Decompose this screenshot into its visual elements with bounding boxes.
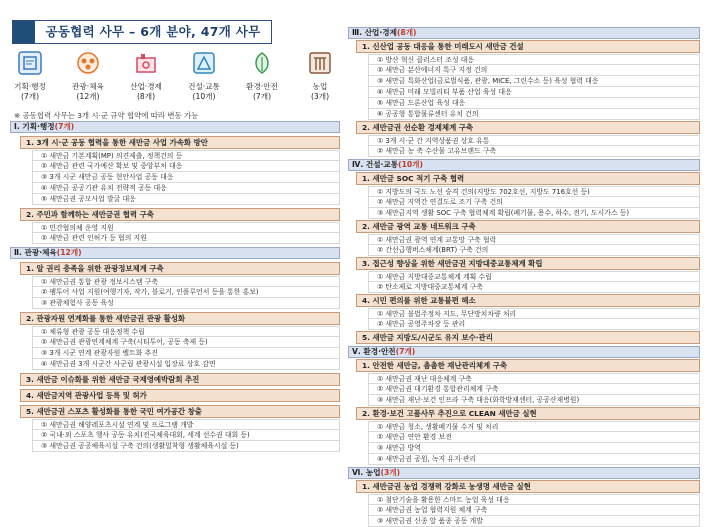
list-item: ⑥ 공공형 통합물류센터 유치 건의 (368, 109, 700, 120)
list-item: ③ 새만금 재난·보건 인프라 구축 대응(화학방재센터, 공공산재병원) (368, 395, 700, 406)
list-item: ② 간선급행버스체계(BRT) 구축 건의 (368, 245, 700, 256)
list-item: ④ 새만금권 3개 시군간 사군립 관광시설 입장료 상호 감면 (32, 359, 340, 370)
agriculture-icon (307, 50, 333, 76)
category-agriculture (292, 50, 348, 102)
list-item: ③ 새만금권 공공체육시설 구축 건의(생활밀착형 생활체육시설 등) (32, 441, 340, 452)
subsection-title: 4. 새만금지역 관광사업 등록 및 허가 (20, 389, 340, 402)
list-item: ③ 새만금지역 생활 SOC 구축 협력체계 확립(폐기물, 용수, 하수, 전기, 도시가스 등) (368, 208, 700, 219)
category-name: 환경·안전 (246, 82, 278, 91)
category-construction (176, 50, 232, 102)
subsection-title: 3. 새만금 이슈화를 위한 새만금 국제영예박람회 추진 (20, 373, 340, 386)
list-item: ① 새만금 불법주정차 지도, 무단방치차량 처리 (368, 308, 700, 319)
category-icons (0, 50, 345, 108)
subsection-title: 1. 새만금 SOC 적기 구축 협력 (356, 172, 700, 185)
category-name: 관광·체육 (72, 82, 104, 91)
list-item: ② 새만금 농 축 수산물 고유브랜드 구축 (368, 146, 700, 157)
list-item: ① 새만금 지방대중교통체계 계획 수립 (368, 271, 700, 282)
list-item: ① 3개 시·군 간 지역상품권 상호 유통 (368, 135, 700, 146)
environment-icon (249, 50, 275, 76)
list-item: ② 새만금권 대기환경 통합관리체계 구축 (368, 384, 700, 395)
list-item: ② 팸투어 사업 지원(여행기자, 작가, 블로거, 인플루언서 등을 통한 홍보) (32, 287, 340, 298)
section-header: Ⅳ. 건설·교통(10개) (348, 159, 700, 171)
list-item: ② 새만금 지역간 연결도로 조기 구축 건의 (368, 197, 700, 208)
list-item: ② 새만금권 관광연계체계 구축(시티투어, 공동 축제 등) (32, 337, 340, 348)
subsection-title: 4. 시민 편의를 위한 교통불편 해소 (356, 294, 700, 307)
list-item: ③ 관광체험사 공동 육성 (32, 298, 340, 309)
list-item: ② 새만금 분산에너지 특구 지정 건의 (368, 65, 700, 76)
list-item: ① 새만금권 재난 대응체계 구축 (368, 373, 700, 384)
planning-icon (17, 50, 43, 76)
list-item: ② 새만금 공영주차장 등 관리 (368, 319, 700, 330)
category-count: (3개) (310, 92, 330, 101)
list-item: ② 새만금권 농업 협력지원 체계 구축 (368, 505, 700, 516)
section-header: Ⅴ. 환경·안전(7개) (348, 346, 700, 358)
category-industry (118, 50, 174, 102)
category-name: 산업·경제 (130, 82, 162, 91)
subsection-title: 2. 주민과 함께하는 새만금권 협력 구축 (20, 208, 340, 221)
section-header: Ⅰ. 기획·행정(7개) (10, 121, 340, 133)
list-item: ① 첨단기술을 활용한 스마트 농업 육성 대응 (368, 494, 700, 505)
subsection-title: 1. 새만금권 농업 경쟁력 강화로 농생명 새만금 실현 (356, 480, 700, 493)
list-item: ③ 3개 시군 새만금 공동 현안사업 공동 대응 (32, 172, 340, 183)
list-item: ① 새만금권 광역 연계 교통망 구축 협력 (368, 234, 700, 245)
list-item: ② 국내·외 스포츠 행사 공동 유치(전국체육대회, 세계 선수권 대회 등) (32, 430, 340, 441)
category-name: 농업 (312, 82, 328, 91)
list-item: ⑤ 새만금권 공모사업 발굴 대응 (32, 194, 340, 205)
list-item: ③ 새만금 방역 (368, 443, 700, 454)
subsection-title: 2. 환경·보건 고품사무 추진으로 CLEAN 새만금 실현 (356, 407, 700, 420)
tourism-icon (75, 50, 101, 76)
category-name: 건설·교통 (188, 82, 220, 91)
category-count: (12개) (76, 92, 100, 101)
subsection-title: 1. 신산업 공동 대응을 통한 미래도시 새만금 건설 (356, 40, 700, 53)
category-count: (8개) (136, 92, 156, 101)
list-item: ② 새만금 관련 국가예산 확보 및 중앙부처 대응 (32, 161, 340, 172)
list-item: ① 방산 혁신 클러스터 조성 대응 (368, 54, 700, 65)
list-item: ② 새만금 연안 환경 보전 (368, 432, 700, 443)
list-item: ③ 새만금 특화산업(금로벌식품, 관광, MICE, 그린수소 등) 육성 협력 대응 (368, 76, 700, 87)
category-environment (234, 50, 290, 102)
list-item: ① 체류형 관광 공동 대응정책 수립 (32, 326, 340, 337)
list-item: ④ 새만금 미래 모빌리티 부품 산업 육성 대응 (368, 87, 700, 98)
subsection-title: 2. 관광자원 연계화를 통한 새만금권 관광 활성화 (20, 312, 340, 325)
title-box (12, 20, 272, 44)
subsection-title: 2. 새만금 광역 교통 네트워크 구축 (356, 220, 700, 233)
list-item: ④ 새만금 공공기관 유치 전략적 공동 대응 (32, 183, 340, 194)
category-count: (7개) (20, 92, 40, 101)
list-item: ② 새만금 관련 인허가 등 협의 지원 (32, 233, 340, 244)
subsection-title: 2. 새만금권 선순환 경제체계 구축 (356, 121, 700, 134)
list-item: ① 새만금권 해양레포츠시설 연계 및 프로그램 개발 (32, 419, 340, 430)
subsection-title: 3. 접근성 향상을 위한 새만금권 지방대중교통체계 확립 (356, 257, 700, 270)
subsection-title: 5. 새만금 지방도/시군도 유지 보수·관리 (356, 331, 700, 344)
section-header: Ⅵ. 농업(3개) (348, 467, 700, 479)
right-panel (348, 27, 700, 527)
category-planning (2, 50, 58, 102)
note-text: ※ 공동협력 사무는 3개 시·군 규약 협약에 따라 변동 가능 (14, 111, 199, 120)
category-count: (10개) (192, 92, 216, 101)
list-item: ② 탄소제로 지방대중교통체계 구축 (368, 282, 700, 293)
list-item: ① 새만금권 통합 관광 정보시스템 구축 (32, 276, 340, 287)
list-item: ① 지방도의 국도 노선 승격 건의(지방도 702호선, 지방도 716호선 등) (368, 186, 700, 197)
list-item: ⑤ 새만금 드론산업 육성 대응 (368, 98, 700, 109)
list-item: ① 새만금 기본계획(MP) 의견제출, 정책건의 등 (32, 150, 340, 161)
section-header: Ⅱ. 관광·체육(12개) (10, 247, 340, 259)
industry-icon (133, 50, 159, 76)
list-item: ③ 새만금권 신종 앞 품종 공동 개발 (368, 516, 700, 527)
list-item: ③ 3개 시군 연계 관광자원 벨트화 추진 (32, 348, 340, 359)
subsection-title: 1. 알 권리 충족을 위한 관광정보체계 구축 (20, 262, 340, 275)
construction-icon (191, 50, 217, 76)
category-tourism (60, 50, 116, 102)
subsection-title: 5. 새만금권 스포츠 활성화를 통한 국민 여가공간 창출 (20, 405, 340, 418)
category-count: (7개) (252, 92, 272, 101)
list-item: ① 새만금 청소, 생활폐기물 수거 및 처리 (368, 421, 700, 432)
title-accent (13, 21, 35, 43)
list-item: ④ 새만금권 공원, 녹지 유지·관리 (368, 454, 700, 465)
page-title: 공동협력 사무 – 6개 분야, 47개 사무 (45, 24, 261, 39)
subsection-title: 1. 3개 시·군 공동 협력을 통한 새만금 사업 가속화 방안 (20, 136, 340, 149)
category-name: 기획·행정 (14, 82, 46, 91)
list-item: ① 민간협의체 운영 지원 (32, 222, 340, 233)
subsection-title: 1. 안전한 새만금, 촘촘한 재난관리체계 구축 (356, 359, 700, 372)
section-header: Ⅲ. 산업·경제(8개) (348, 27, 700, 39)
left-panel (10, 121, 340, 452)
